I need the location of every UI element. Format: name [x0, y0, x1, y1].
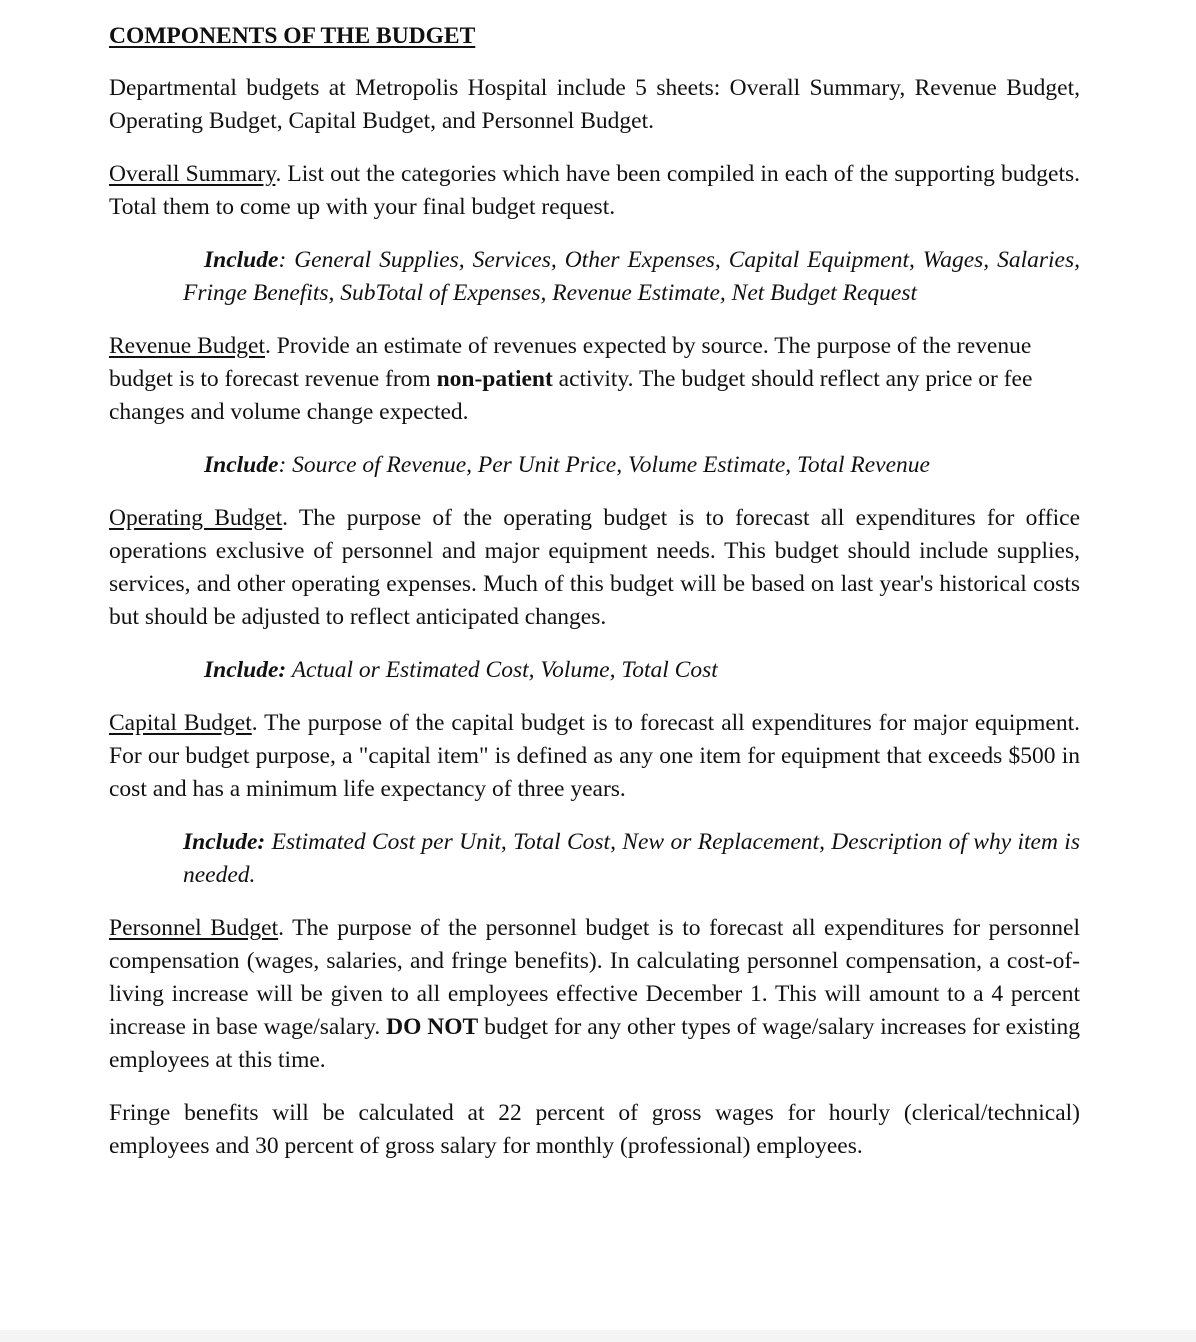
capital-include-label: Include:: [183, 829, 266, 855]
operating-budget-include: [109, 654, 1080, 687]
revenue-budget-text-b: activity. The budget should reflect any price or fee changes and volume change expected.: [109, 366, 1033, 425]
overall-include-label: Include: [204, 247, 279, 273]
page-bottom-band: [0, 1330, 1196, 1342]
personnel-budget-paragraph: [109, 912, 1080, 1077]
capital-include-text: Estimated Cost per Unit, Total Cost, New or Replacement, Description of why item is needed.: [183, 829, 1080, 888]
document-title: COMPONENTS OF THE BUDGET: [109, 23, 476, 49]
revenue-budget-heading: Revenue Budget: [109, 333, 265, 359]
operating-include-label: Include:: [204, 657, 287, 683]
operating-include-text: Actual or Estimated Cost, Volume, Total Cost: [286, 657, 718, 683]
overall-summary-text: . List out the categories which have been compiled in each of the supporting budgets. Total them to come up with your final budget request.: [109, 161, 1081, 220]
personnel-budget-bold: DO NOT: [386, 1014, 479, 1040]
revenue-budget-text-a: . Provide an estimate of revenues expected by source. The purpose of the revenue budget is to forecast revenue from: [109, 333, 1032, 392]
intro-paragraph: Departmental budgets at Metropolis Hospital include 5 sheets: Overall Summary, Revenue Budget, Operating Budget, Capital Budget, and Personnel Budget.: [109, 75, 1080, 134]
overall-include-text: : General Supplies, Services, Other Expenses, Capital Equipment, Wages, Salaries, Fringe Benefits, SubTotal of Expenses, Revenue Estimate, Net Budget Request: [183, 247, 1080, 306]
revenue-include-text: : Source of Revenue, Per Unit Price, Volume Estimate, Total Revenue: [278, 452, 930, 478]
capital-budget-heading: Capital Budget: [109, 710, 252, 736]
personnel-budget-text-b: budget for any other types of wage/salary increases for existing employees at this time.: [109, 1014, 1080, 1073]
capital-budget-paragraph: [109, 707, 1080, 806]
operating-budget-text: . The purpose of the operating budget is to forecast all expenditures for office operations exclusive of personnel and major equipment needs. This budget should include supplies, services, and other operating expenses. Much of this budget will be based on last year's historical costs but should be adjusted to reflect anticipated changes.: [109, 505, 1080, 630]
revenue-include-label: Include: [204, 452, 279, 478]
revenue-budget-bold: non-patient: [436, 366, 553, 392]
capital-budget-include: [109, 826, 1080, 892]
document-page: [109, 20, 1080, 1183]
overall-summary-heading: Overall Summary: [109, 161, 276, 187]
personnel-budget-text-a: . The purpose of the personnel budget is to forecast all expenditures for personnel compensation (wages, salaries, and fringe benefits). In calculating personnel compensation, a cost-of-living increase will be given to all employees effective December 1. This will amount to a 4 percent increase in base wage/salary.: [109, 915, 1080, 1040]
overall-summary-include: [109, 244, 1080, 310]
revenue-budget-paragraph: [109, 330, 1080, 429]
operating-budget-heading: Operating Budget: [109, 505, 283, 531]
operating-budget-paragraph: [109, 502, 1080, 634]
fringe-benefits-paragraph: Fringe benefits will be calculated at 22 percent of gross wages for hourly (clerical/technical) employees and 30 percent of gross salary for monthly (professional) employees.: [109, 1100, 1080, 1159]
revenue-budget-include: [109, 449, 1080, 482]
capital-budget-text: . The purpose of the capital budget is to forecast all expenditures for major equipment. For our budget purpose, a "capital item" is defined as any one item for equipment that exceeds $500 in cost and has a minimum life expectancy of three years.: [109, 710, 1080, 802]
personnel-budget-heading: Personnel Budget: [109, 915, 279, 941]
overall-summary-paragraph: [109, 158, 1080, 224]
